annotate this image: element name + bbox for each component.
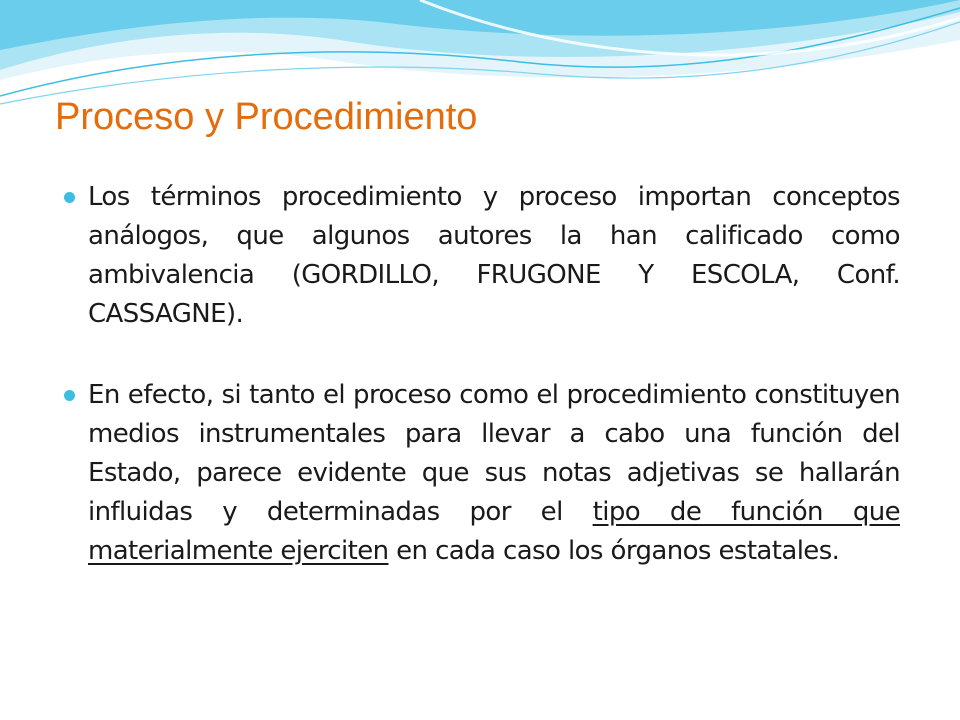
bullet-text: Los términos procedimiento y proceso importan conceptos análogos, que algunos autores la han calificado como ambivalencia (GORDILLO, FRUGONE Y ESCOLA, Conf. CASSAGNE).: [88, 182, 900, 329]
bullet-item: [60, 376, 900, 571]
bullet-item: [60, 178, 900, 334]
slide-body: [60, 178, 900, 571]
bullet-text: [88, 376, 900, 571]
bullet-text-underlined: tipo de función que materialmente ejerciten: [88, 497, 901, 566]
bullet-text-after: en cada caso los órganos estatales.: [388, 536, 840, 566]
bullet-dot-icon: [64, 192, 75, 203]
bullet-text-before: En efecto, si tanto el proceso como el procedimiento constituyen medios instrumentales para llevar a cabo una función del Estado, parece evidente que sus notas adjetivas se hallarán influidas y determinadas por el: [88, 380, 900, 527]
bullet-dot-icon: [64, 390, 75, 401]
slide-title: Proceso y Procedimiento: [55, 96, 478, 138]
